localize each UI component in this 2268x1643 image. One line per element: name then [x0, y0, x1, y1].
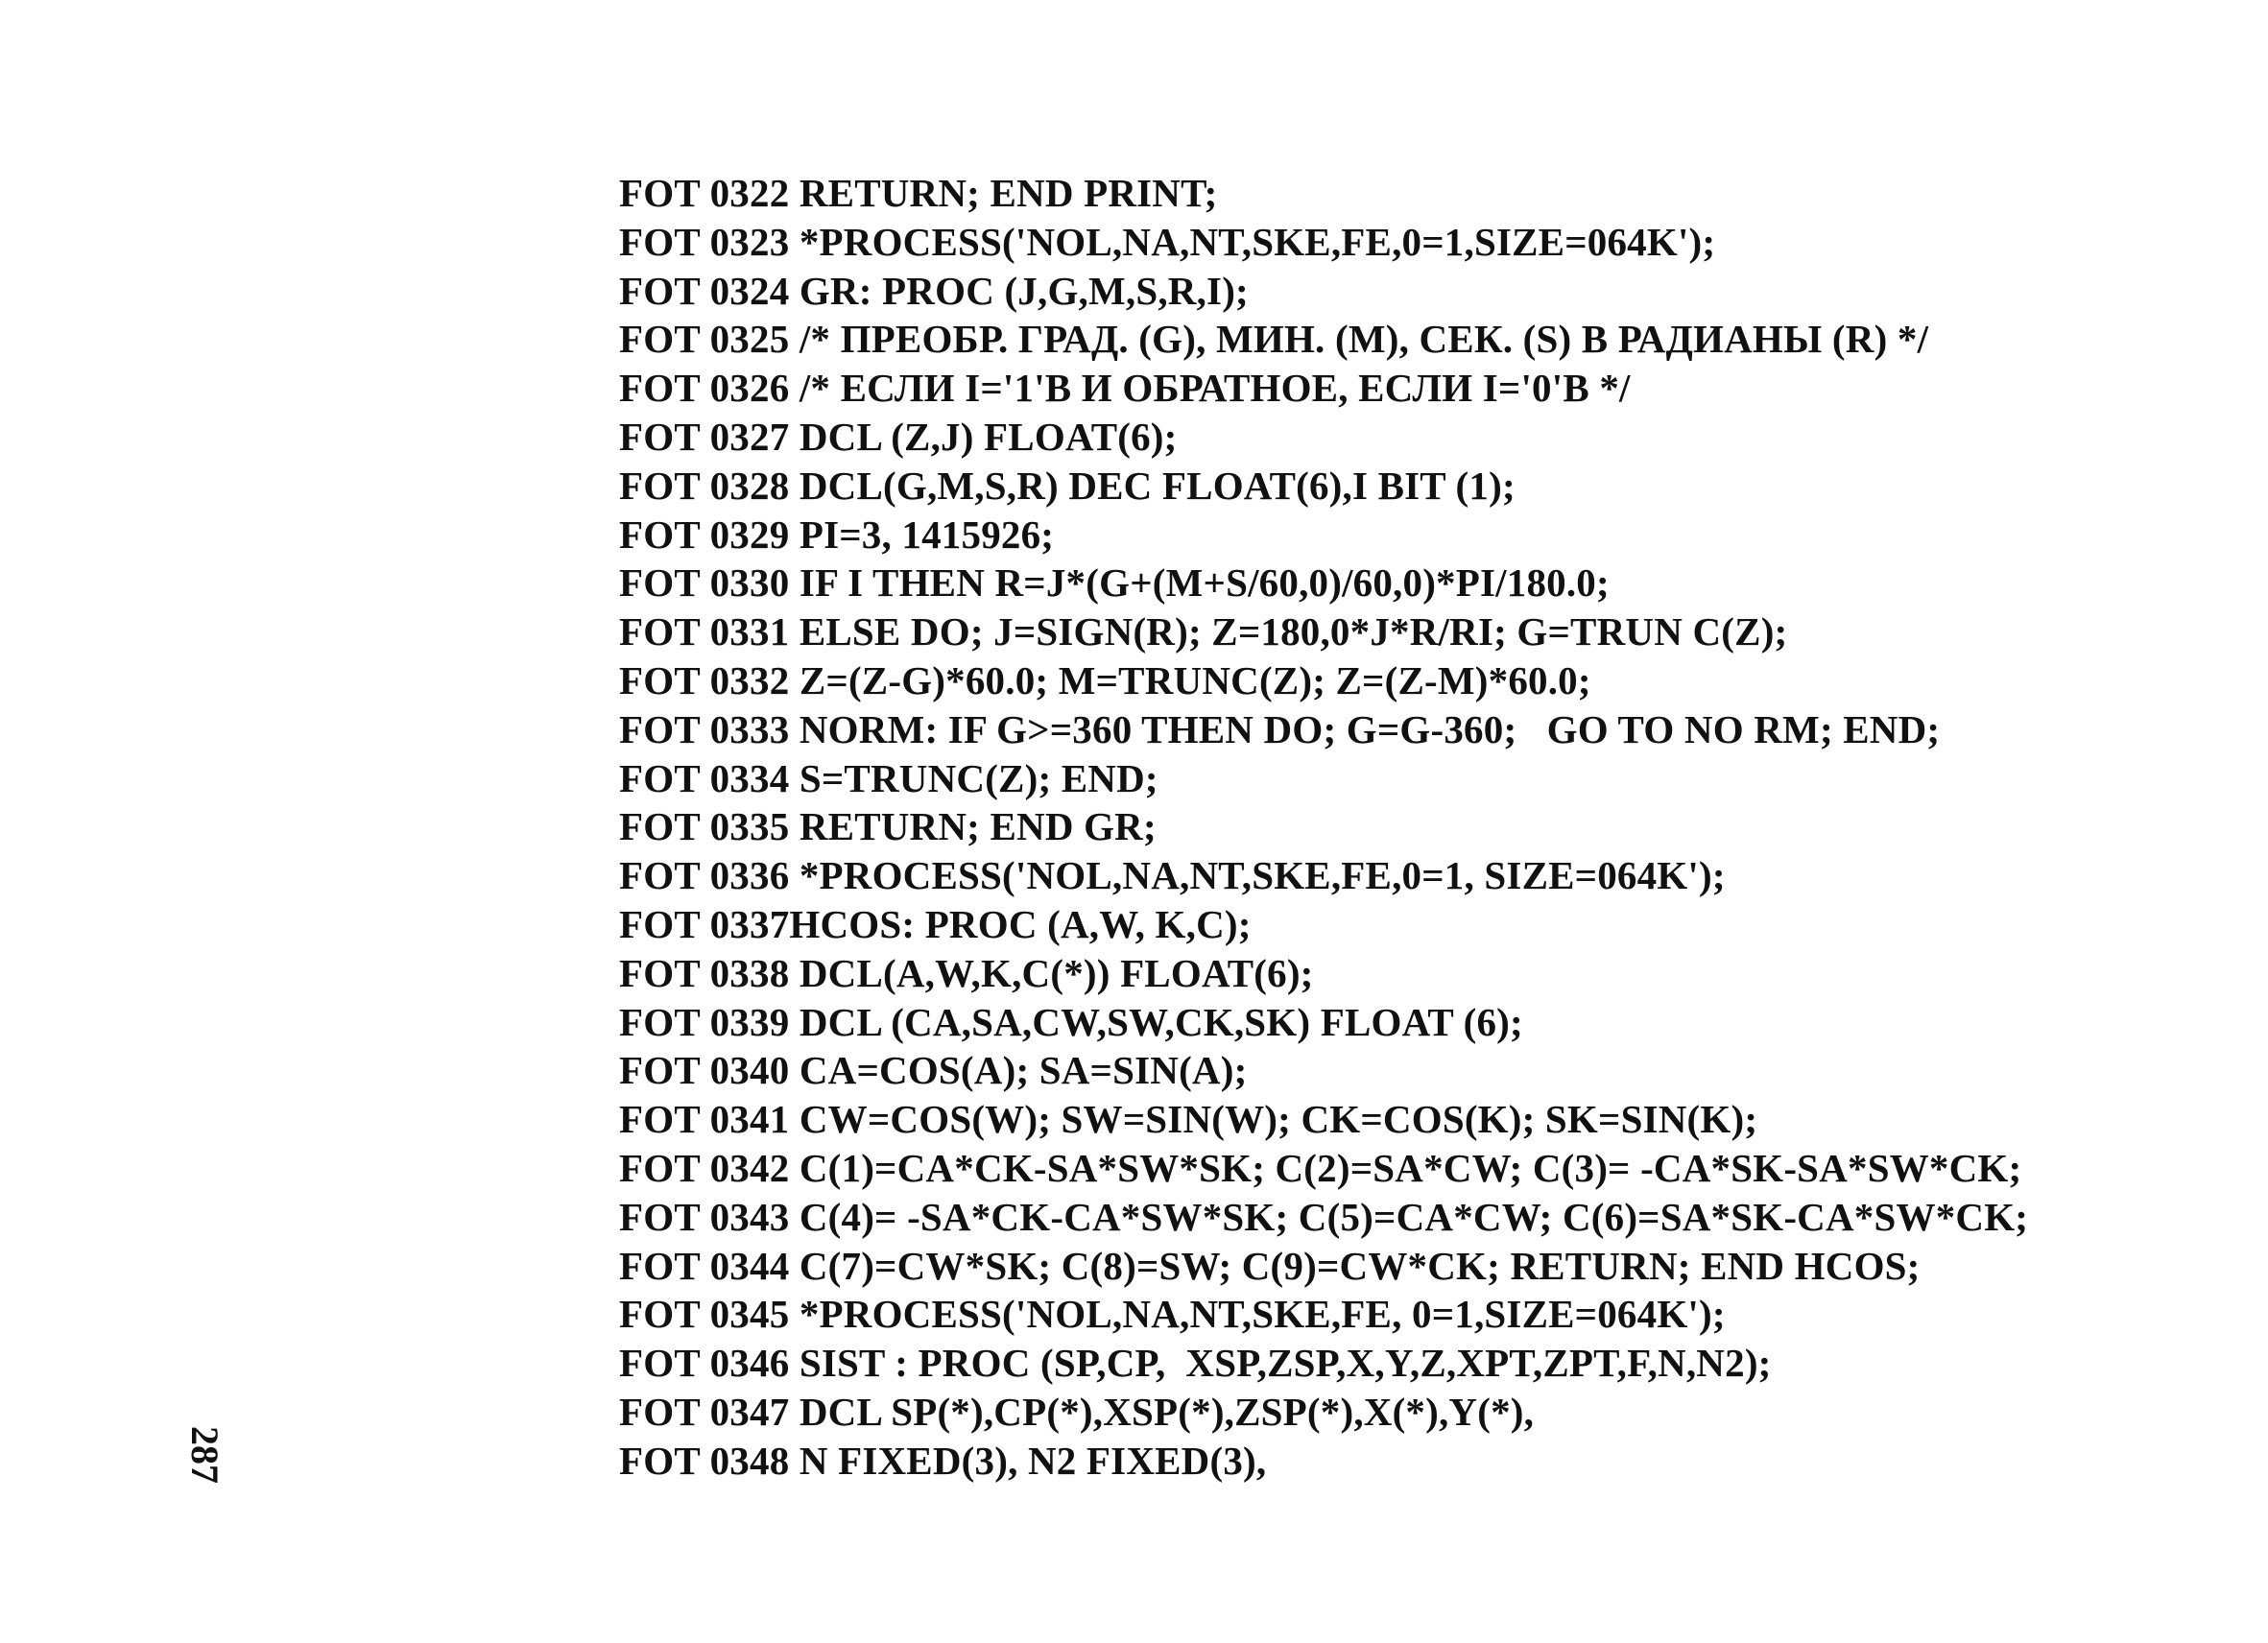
code-line-0340: FOT 0340 CA=COS(A); SA=SIN(A);: [619, 1048, 1248, 1093]
code-line-0344: FOT 0344 C(7)=CW*SK; C(8)=SW; C(9)=CW*CK; RETURN; END HCOS;: [619, 1243, 1921, 1288]
code-line-0337: FOT 0337HCOS: PROC (A,W, K,C);: [619, 901, 1252, 946]
code-listing: [619, 169, 2241, 1486]
code-line-0325: FOT 0325 /* ПРЕОБР. ГРАД. (G), МИН. (M), СЕК. (S) В РАДИАНЫ (R) */: [619, 317, 1929, 362]
code-line-0323: FOT 0323 *PROCESS('NOL,NA,NT,SKE,FE,0=1,SIZE=064K');: [619, 219, 1716, 264]
code-line-0330: FOT 0330 IF I THEN R=J*(G+(M+S/60,0)/60,0)*PI/180.0;: [619, 560, 1610, 606]
page-number: 287: [183, 1426, 227, 1484]
code-line-0343: FOT 0343 C(4)= -SA*CK-CA*SW*SK; C(5)=CA*CW; C(6)=SA*SK-CA*SW*CK;: [619, 1194, 2029, 1239]
code-line-0334: FOT 0334 S=TRUNC(Z); END;: [619, 755, 1158, 800]
code-line-0329: FOT 0329 PI=3, 1415926;: [619, 512, 1055, 557]
code-line-0341: FOT 0341 CW=COS(W); SW=SIN(W); CK=COS(K); SK=SIN(K);: [619, 1097, 1758, 1142]
code-line-0324: FOT 0324 GR: PROC (J,G,M,S,R,I);: [619, 268, 1249, 313]
code-line-0333: FOT 0333 NORM: IF G>=360 THEN DO; G=G-360; GO TO NO RM; END;: [619, 706, 1941, 751]
code-line-0328: FOT 0328 DCL(G,M,S,R) DEC FLOAT(6),I BIT (1);: [619, 463, 1516, 508]
code-line-0322: FOT 0322 RETURN; END PRINT;: [619, 171, 1218, 215]
code-line-0342: FOT 0342 C(1)=CA*CK-SA*SW*SK; C(2)=SA*CW; C(3)= -CA*SK-SA*SW*CK;: [619, 1145, 2022, 1190]
code-line-0335: FOT 0335 RETURN; END GR;: [619, 804, 1157, 849]
code-line-0347: FOT 0347 DCL SP(*),CP(*),XSP(*),ZSP(*),X(*),Y(*),: [619, 1389, 1535, 1434]
code-line-0336: FOT 0336 *PROCESS('NOL,NA,NT,SKE,FE,0=1, SIZE=064K');: [619, 853, 1726, 898]
code-line-0346: FOT 0346 SIST : PROC (SP,CP, XSP,ZSP,X,Y,Z,XPT,ZPT,F,N,N2);: [619, 1341, 1772, 1386]
code-line-0338: FOT 0338 DCL(A,W,K,C(*)) FLOAT(6);: [619, 950, 1314, 995]
code-line-0348: FOT 0348 N FIXED(3), N2 FIXED(3),: [619, 1438, 1267, 1483]
code-line-0332: FOT 0332 Z=(Z-G)*60.0; M=TRUNC(Z); Z=(Z-M)*60.0;: [619, 657, 1591, 702]
code-line-0327: FOT 0327 DCL (Z,J) FLOAT(6);: [619, 414, 1178, 459]
code-line-0339: FOT 0339 DCL (CA,SA,CW,SW,CK,SK) FLOAT (6);: [619, 999, 1523, 1044]
code-line-0331: FOT 0331 ELSE DO; J=SIGN(R); Z=180,0*J*R/RI; G=TRUN C(Z);: [619, 609, 1788, 655]
code-line-0326: FOT 0326 /* ЕСЛИ I='1'B И ОБРАТНОЕ, ЕСЛИ I='0'B */: [619, 366, 1631, 411]
code-line-0345: FOT 0345 *PROCESS('NOL,NA,NT,SKE,FE, 0=1,SIZE=064K');: [619, 1292, 1726, 1337]
